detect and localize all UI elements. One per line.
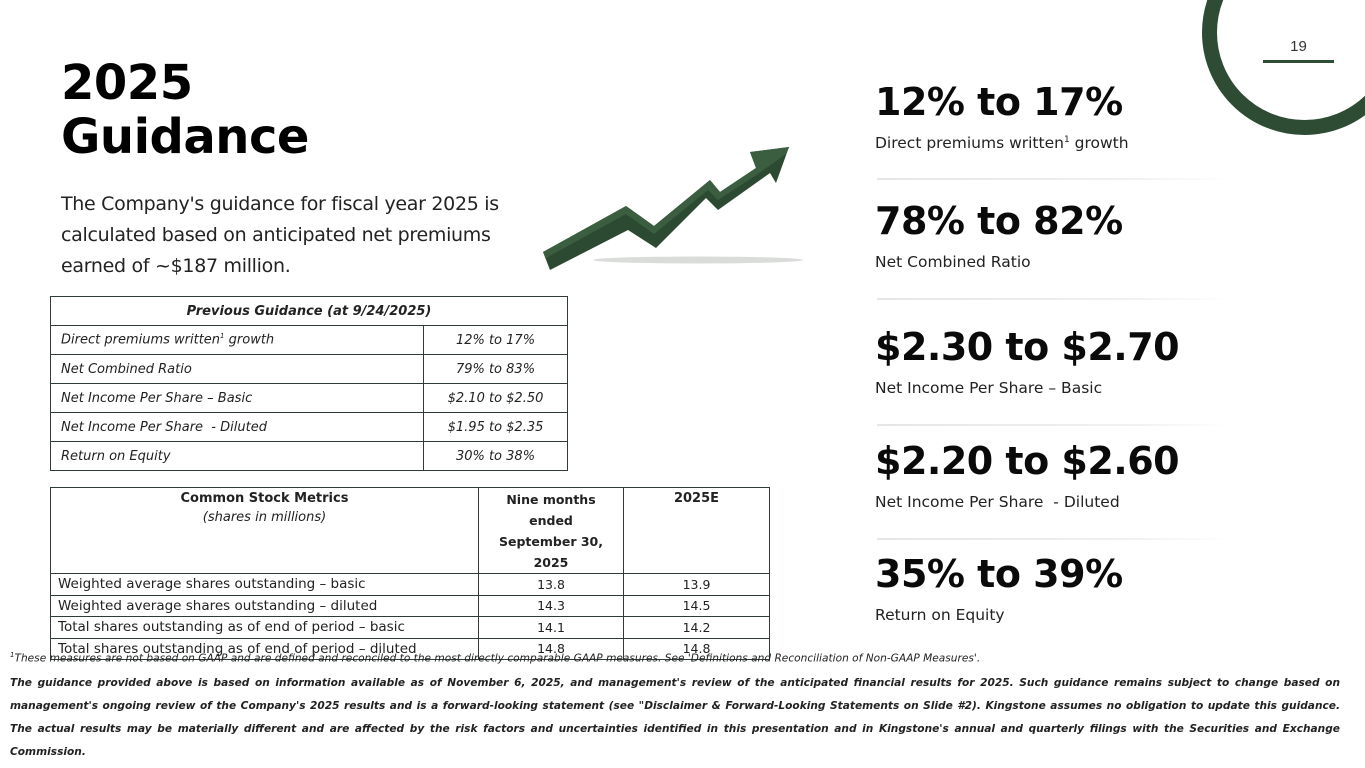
metric-label: Net Combined Ratio [875, 253, 1031, 271]
nine-months-header: Nine months ended September 30, 2025 [479, 488, 624, 574]
row-label: Net Combined Ratio [51, 355, 424, 384]
metric-value: 78% to 82% [875, 199, 1123, 243]
metric-label: Net Income Per Share - Diluted [875, 493, 1120, 511]
common-stock-header: Common Stock Metrics (shares in millions) [51, 488, 479, 574]
disclaimer: The guidance provided above is based on information available as of November 6, 2025, and management's review of the anticipated financial results for 2025. Such guidance remains subject to change based on management's ongoing review of the Company's 2025 results and is a forward-looking statement (see "Disclaimer & Forward-Looking Statements on Slide #2). Kingstone assumes no obligation to update this guidance. The actual results may be materially different and are affected by the risk factors and uncertainties identified in this presentation and in Kingstone's annual and quarterly filings with the Securities and Exchange Commission. [10, 677, 1340, 758]
metric-eps-diluted [875, 439, 1235, 511]
row-label: Weighted average shares outstanding – diluted [51, 595, 479, 617]
common-stock-metrics-table [50, 487, 770, 660]
row-estimate: 14.2 [624, 617, 770, 639]
metric-value: $2.30 to $2.70 [875, 325, 1180, 369]
row-label: Total shares outstanding as of end of period – basic [51, 617, 479, 639]
metric-divider [877, 424, 1232, 426]
metric-label: Net Income Per Share – Basic [875, 379, 1103, 397]
row-label: Net Income Per Share – Basic [51, 384, 424, 413]
previous-guidance-table [50, 296, 568, 471]
row-value: 79% to 83% [424, 355, 568, 384]
page-number-rule [1263, 60, 1334, 63]
row-nine-months: 14.8 [479, 638, 624, 660]
footnote: $^1$These measures are not based on GAAP and are defined and reconciled to the most directly comparable GAAP measures. See 'Definitions and Reconciliation of Non-GAAP Measures'. [10, 651, 981, 665]
row-label: Total shares outstanding as of end of period – diluted [51, 638, 479, 660]
table-row [51, 442, 568, 471]
table-row [51, 355, 568, 384]
metric-value: 12% to 17% [875, 80, 1123, 124]
row-estimate: 13.9 [624, 574, 770, 596]
metric-premiums-growth [875, 80, 1235, 152]
table-row [51, 617, 770, 639]
trend-arrow-icon [538, 140, 808, 280]
metric-value: $2.20 to $2.60 [875, 439, 1180, 483]
table-row [51, 326, 568, 355]
row-nine-months: 14.3 [479, 595, 624, 617]
metric-eps-basic [875, 325, 1235, 397]
metric-divider [877, 538, 1232, 540]
page-number: 19 [1290, 38, 1307, 55]
table-row [51, 574, 770, 596]
metric-label: Return on Equity [875, 606, 1005, 624]
row-label: Return on Equity [51, 442, 424, 471]
page-title [61, 56, 309, 164]
metric-divider [877, 178, 1232, 180]
title-line-1: 2025 [61, 55, 193, 111]
row-value: 30% to 38% [424, 442, 568, 471]
metric-roe [875, 552, 1235, 624]
row-value: 12% to 17% [424, 326, 568, 355]
row-nine-months: 14.1 [479, 617, 624, 639]
row-estimate: 14.8 [624, 638, 770, 660]
row-label: Weighted average shares outstanding – basic [51, 574, 479, 596]
previous-guidance-header: Previous Guidance (at 9/24/2025) [51, 297, 568, 326]
metric-combined-ratio [875, 199, 1235, 271]
metric-value: 35% to 39% [875, 552, 1123, 596]
row-estimate: 14.5 [624, 595, 770, 617]
title-line-2: Guidance [61, 109, 309, 165]
estimate-header: 2025E [624, 488, 770, 574]
row-value: $1.95 to $2.35 [424, 413, 568, 442]
metric-label: Direct premiums written$^1$ growth [875, 134, 1129, 152]
row-label: Direct premiums written$^1$ growth [51, 326, 424, 355]
intro-paragraph: The Company's guidance for fiscal year 2025 is calculated based on anticipated net premiums earned of ~$187 million. [61, 193, 499, 277]
row-nine-months: 13.8 [479, 574, 624, 596]
row-value: $2.10 to $2.50 [424, 384, 568, 413]
metric-divider [877, 298, 1232, 300]
table-row [51, 595, 770, 617]
row-label: Net Income Per Share - Diluted [51, 413, 424, 442]
table-row [51, 413, 568, 442]
table-row [51, 384, 568, 413]
common-stock-subheader: (shares in millions) [202, 510, 327, 525]
